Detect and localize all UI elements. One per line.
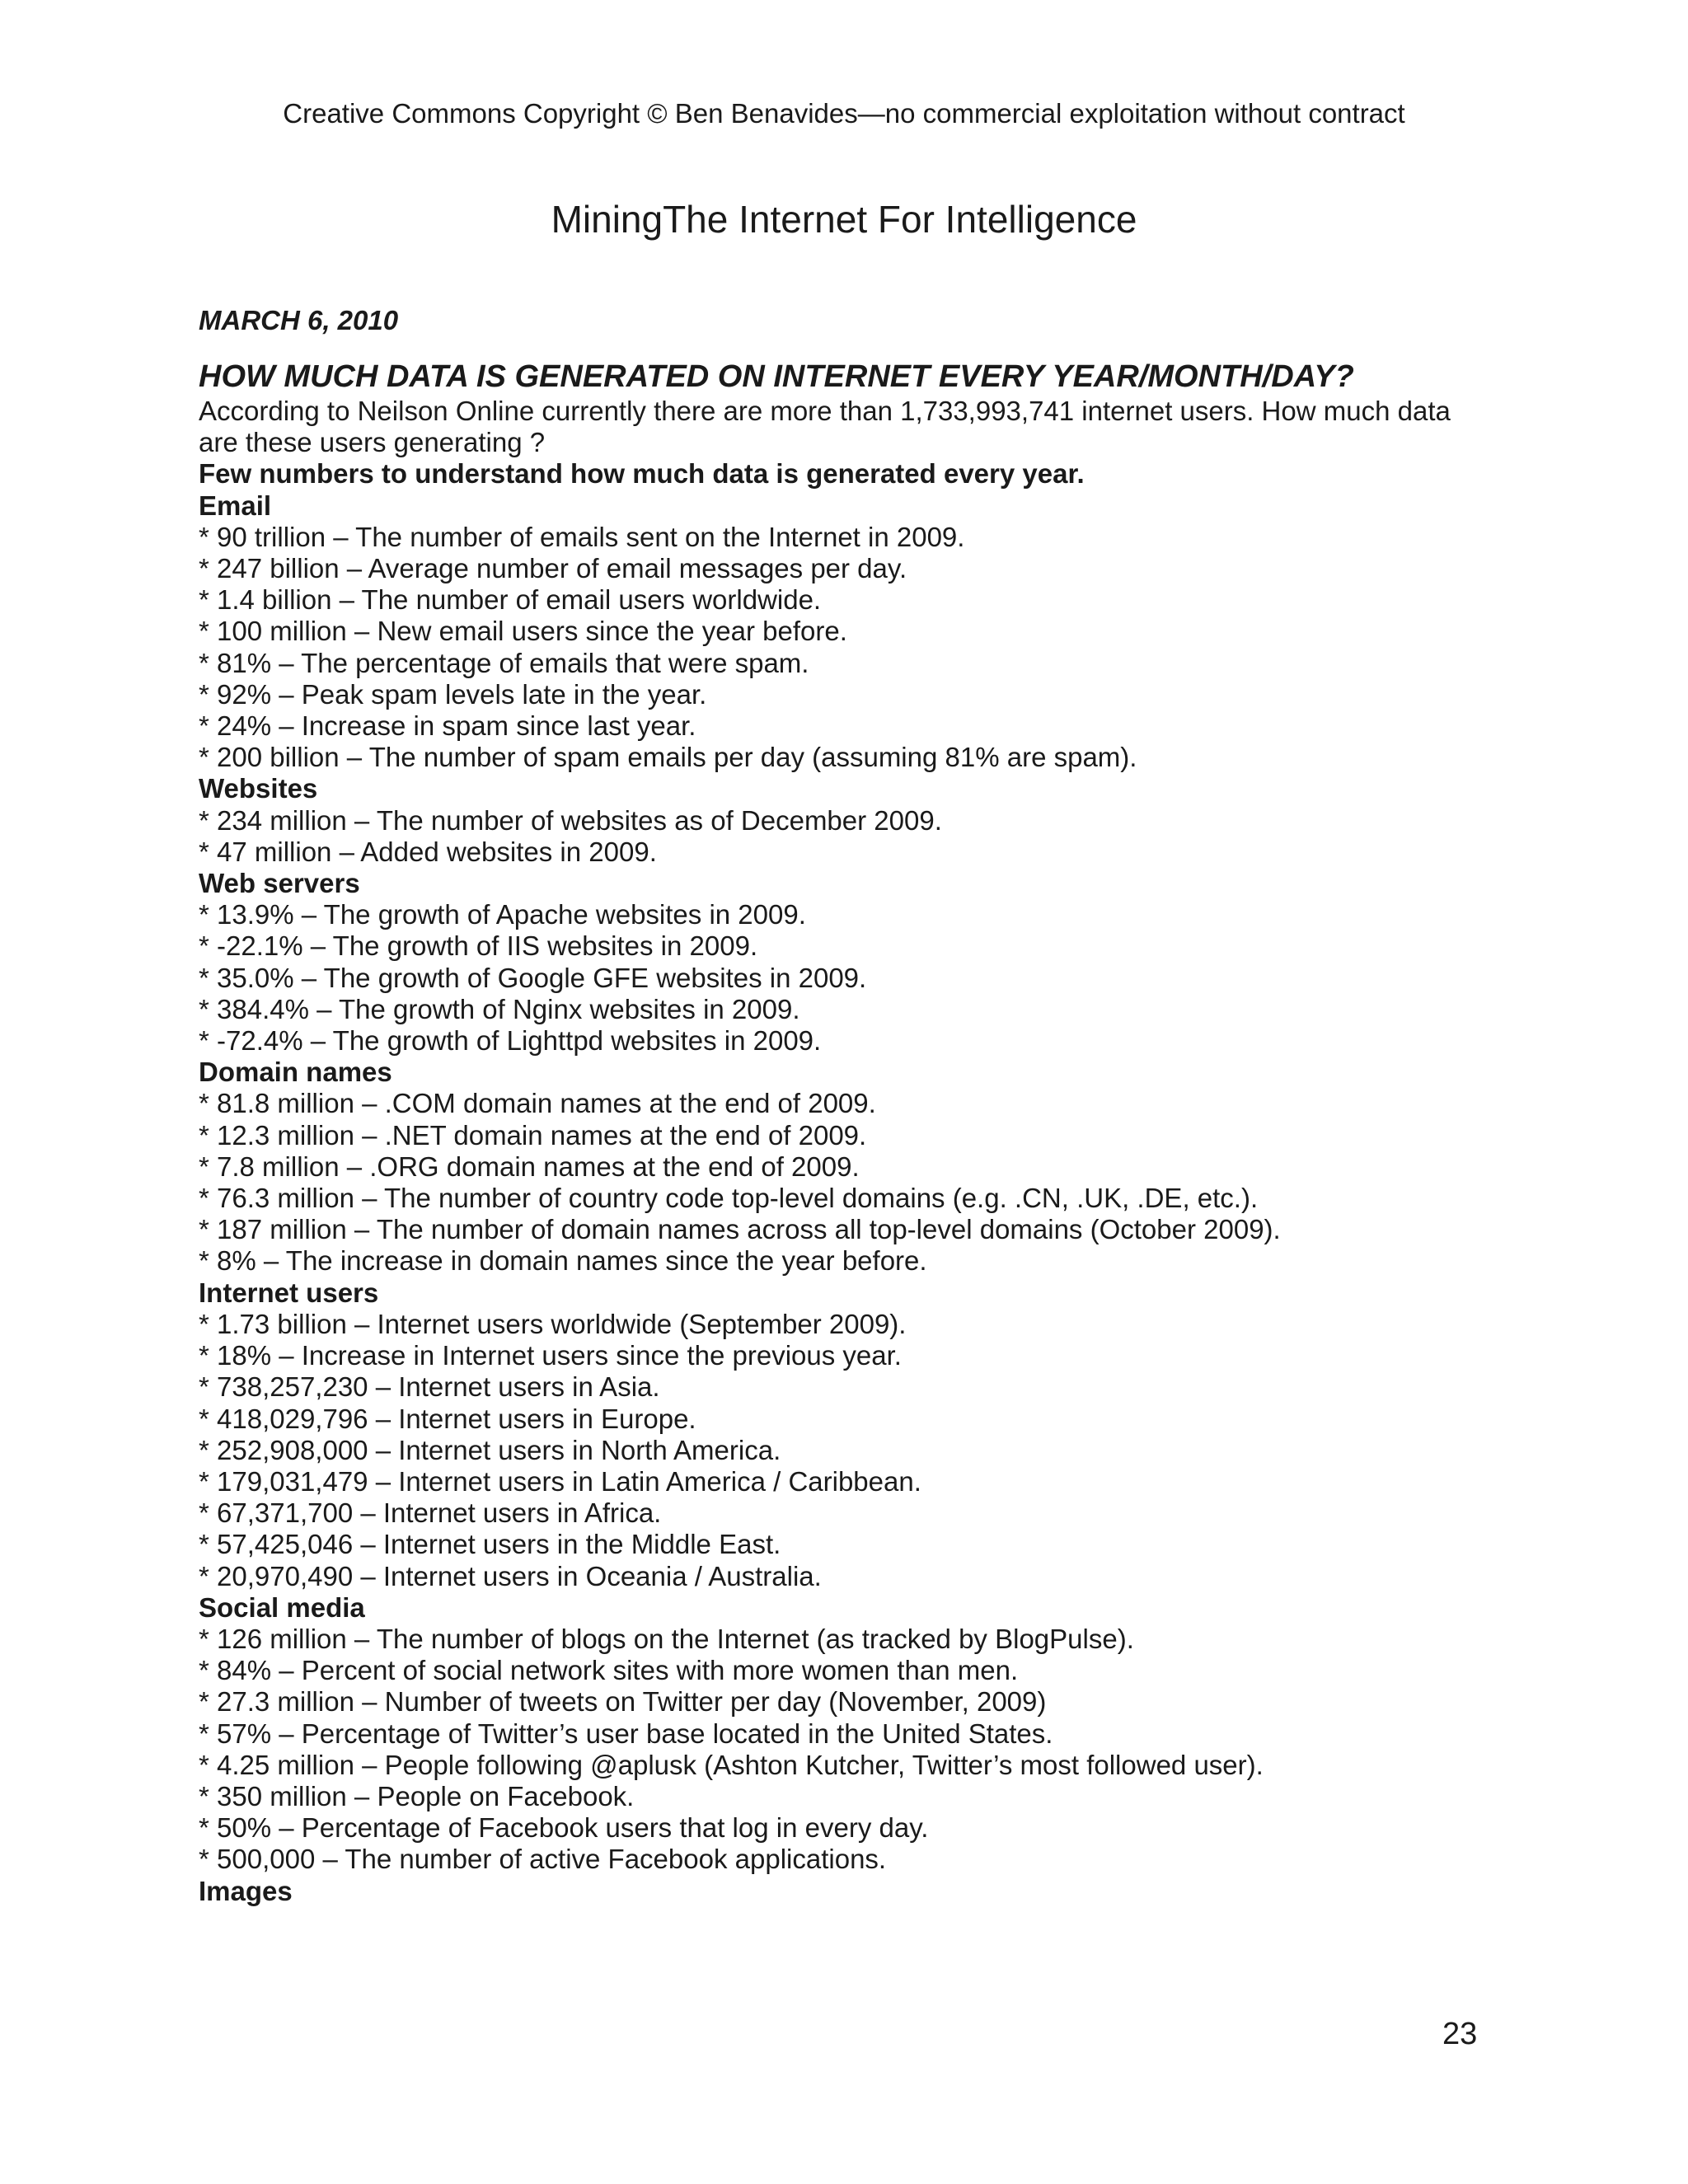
list-item: * -72.4% – The growth of Lighttpd websites in 2009.	[199, 1025, 822, 1057]
list-item: * 7.8 million – .ORG domain names at the end of 2009.	[199, 1151, 860, 1182]
list-item: * 100 million – New email users since the year before.	[199, 616, 847, 647]
list-item: * 4.25 million – People following @aplusk (Ashton Kutcher, Twitter’s most followed user).	[199, 1749, 1264, 1780]
list-item: * 92% – Peak spam levels late in the year.	[199, 678, 707, 710]
section-title: Images	[199, 1875, 293, 1906]
section-title: Email	[199, 490, 272, 521]
list-item: * 234 million – The number of websites as of December 2009.	[199, 804, 942, 836]
list-item: * 35.0% – The growth of Google GFE websites in 2009.	[199, 962, 867, 993]
list-item: * 500,000 – The number of active Facebook applications.	[199, 1844, 887, 1875]
list-item: * 47 million – Added websites in 2009.	[199, 836, 657, 867]
intro-line: According to Neilson Online currently there are more than 1,733,993,741 internet users. How much data	[199, 396, 1451, 426]
section-heading: HOW MUCH DATA IS GENERATED ON INTERNET EVERY YEAR/MONTH/DAY?	[199, 359, 1354, 394]
list-item: * 81.8 million – .COM domain names at the end of 2009.	[199, 1088, 876, 1119]
list-item: * 384.4% – The growth of Nginx websites in 2009.	[199, 993, 800, 1024]
list-item: * 27.3 million – Number of tweets on Twitter per day (November, 2009)	[199, 1686, 1047, 1718]
list-item: * 252,908,000 – Internet users in North America.	[199, 1434, 781, 1465]
list-item: * 1.4 billion – The number of email users worldwide.	[199, 584, 822, 616]
list-item: * 200 billion – The number of spam emails per day (assuming 81% are spam).	[199, 742, 1137, 773]
list-item: * 57,425,046 – Internet users in the Middle East.	[199, 1529, 781, 1560]
list-item: * 50% – Percentage of Facebook users that log in every day.	[199, 1812, 929, 1844]
document-title: MiningThe Internet For Intelligence	[551, 198, 1137, 241]
list-item: * 12.3 million – .NET domain names at the end of 2009.	[199, 1119, 867, 1151]
section-title: Domain names	[199, 1057, 392, 1088]
list-item: * 57% – Percentage of Twitter’s user base located in the United States.	[199, 1718, 1053, 1749]
section-title: Websites	[199, 773, 318, 804]
header-copyright: Creative Commons Copyright © Ben Benavides—no commercial exploitation without contract	[283, 98, 1405, 129]
list-item: * 126 million – The number of blogs on the Internet (as tracked by BlogPulse).	[199, 1623, 1134, 1654]
list-item: * 81% – The percentage of emails that were spam.	[199, 647, 809, 678]
list-item: * 90 trillion – The number of emails sent on the Internet in 2009.	[199, 521, 965, 552]
list-item: * 187 million – The number of domain names across all top-level domains (October 2009).	[199, 1214, 1281, 1245]
list-item: * 18% – Increase in Internet users since the previous year.	[199, 1340, 902, 1371]
list-item: * 67,371,700 – Internet users in Africa.	[199, 1497, 662, 1529]
sections-container	[199, 490, 1517, 1907]
document-body	[199, 396, 1517, 1907]
section-title: Web servers	[199, 868, 360, 899]
intro-line: are these users generating ?	[199, 427, 546, 458]
list-item: * 84% – Percent of social network sites with more women than men.	[199, 1655, 1019, 1686]
list-item: * 738,257,230 – Internet users in Asia.	[199, 1371, 660, 1403]
list-item: * 20,970,490 – Internet users in Oceania / Australia.	[199, 1560, 822, 1591]
list-item: * -22.1% – The growth of IIS websites in 2009.	[199, 930, 758, 962]
intro-lead: Few numbers to understand how much data is generated every year.	[199, 458, 1085, 490]
list-item: * 350 million – People on Facebook.	[199, 1780, 635, 1811]
document-date: MARCH 6, 2010	[199, 305, 399, 335]
page-number: 23	[1442, 2017, 1478, 2051]
list-item: * 24% – Increase in spam since last year.	[199, 710, 696, 742]
list-item: * 13.9% – The growth of Apache websites in 2009.	[199, 899, 806, 930]
list-item: * 179,031,479 – Internet users in Latin America / Caribbean.	[199, 1465, 921, 1497]
list-item: * 1.73 billion – Internet users worldwide (September 2009).	[199, 1308, 907, 1339]
list-item: * 418,029,796 – Internet users in Europe.	[199, 1403, 696, 1434]
section-title: Internet users	[199, 1277, 379, 1308]
list-item: * 76.3 million – The number of country code top-level domains (e.g. .CN, .UK, .DE, etc.).	[199, 1183, 1259, 1214]
list-item: * 247 billion – Average number of email messages per day.	[199, 553, 907, 584]
list-item: * 8% – The increase in domain names since the year before.	[199, 1245, 927, 1277]
section-title: Social media	[199, 1591, 365, 1623]
